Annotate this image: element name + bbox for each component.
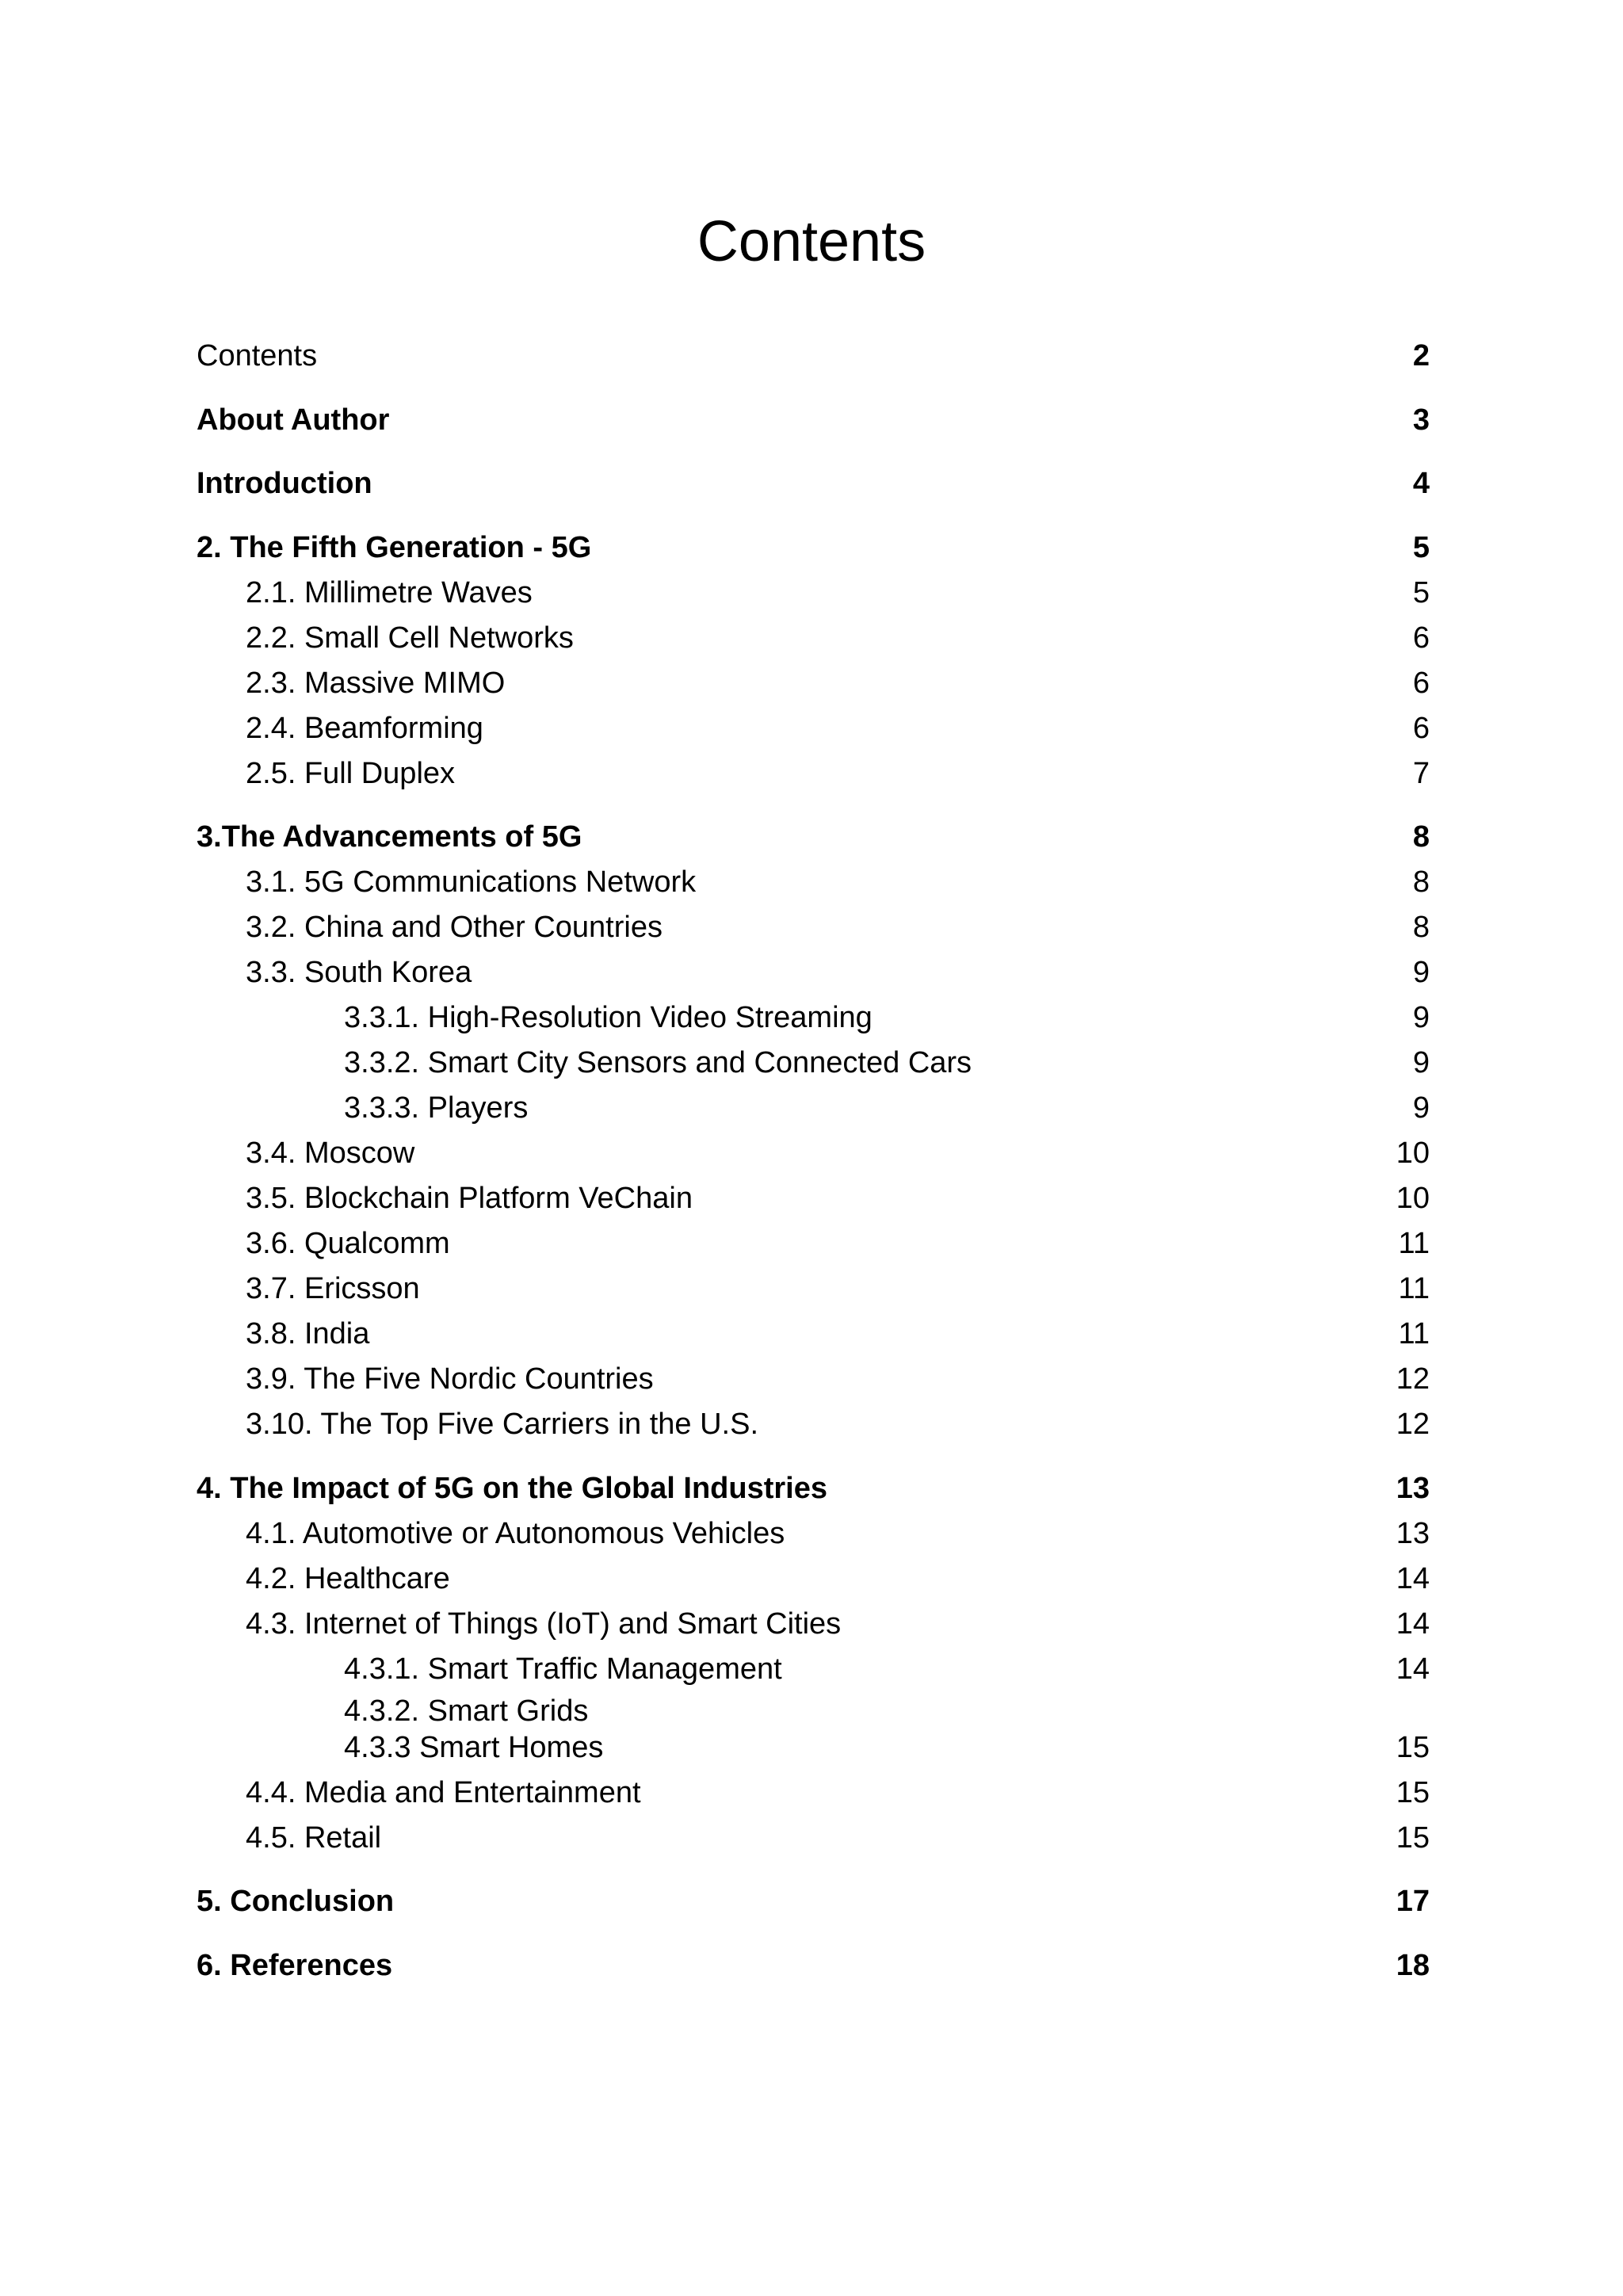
toc-entry-label: Contents: [197, 339, 318, 372]
toc-entry-label: 3.The Advancements of 5G: [197, 820, 582, 854]
toc-entry-about-author[interactable]: [197, 398, 1430, 442]
toc-entry-label: 3.8. India: [246, 1317, 370, 1350]
toc-entry-section-4[interactable]: [197, 1466, 1430, 1511]
toc-entry-label: 4.3.3 Smart Homes: [344, 1731, 604, 1764]
toc-entry-3-3-1[interactable]: [197, 995, 1430, 1040]
toc-entry-2-1[interactable]: [197, 571, 1430, 615]
toc-entry-page: 11: [1398, 1227, 1430, 1260]
toc-entry-label: 3.5. Blockchain Platform VeChain: [246, 1182, 693, 1215]
toc-entry-label: 2.3. Massive MIMO: [246, 667, 506, 700]
toc-entry-label: Introduction: [197, 467, 372, 500]
toc-entry-page: 12: [1396, 1362, 1430, 1396]
page-title: Contents: [697, 210, 926, 273]
toc-entry-page: 4: [1412, 467, 1430, 500]
toc-entry-page: 6: [1412, 667, 1430, 700]
toc-entry-4-1[interactable]: [197, 1511, 1430, 1556]
toc-entry-page: 2: [1412, 339, 1430, 372]
toc-entry-label: 4.4. Media and Entertainment: [246, 1776, 641, 1809]
toc-entry-page: 15: [1396, 1821, 1430, 1855]
toc-entry-label: 4.3.1. Smart Traffic Management: [344, 1652, 782, 1686]
toc-entry-introduction[interactable]: [197, 461, 1430, 506]
toc-entry-label: 3.3.3. Players: [344, 1091, 529, 1125]
toc-entry-label: 4.1. Automotive or Autonomous Vehicles: [246, 1517, 785, 1550]
toc-entry-label: 2. The Fifth Generation - 5G: [197, 531, 592, 564]
toc-entry-2-5[interactable]: [197, 751, 1430, 796]
toc-entry-page: 5: [1412, 531, 1430, 564]
toc-entry-3-1[interactable]: [197, 860, 1430, 904]
toc-entry-2-3[interactable]: [197, 661, 1430, 705]
toc-entry-page: 10: [1396, 1182, 1430, 1215]
toc-entry-page: 11: [1398, 1272, 1430, 1305]
toc-entry-page: 13: [1396, 1472, 1430, 1505]
toc-entry-label: 3.2. China and Other Countries: [246, 911, 663, 944]
toc-entry-page: 8: [1412, 820, 1430, 854]
toc-entry-page: 5: [1412, 576, 1430, 609]
toc-entry-label: 2.5. Full Duplex: [246, 757, 456, 790]
toc-entry-4-3[interactable]: [197, 1602, 1430, 1646]
toc-entry-label: 3.4. Moscow: [246, 1137, 415, 1170]
toc-entry-page: 15: [1396, 1731, 1430, 1764]
toc-entry-page: 6: [1412, 621, 1430, 655]
toc-entry-label: 3.3.2. Smart City Sensors and Connected Cars: [344, 1046, 972, 1079]
toc-entry-page: 14: [1396, 1607, 1430, 1641]
toc-entry-4-4[interactable]: [197, 1771, 1430, 1815]
toc-entry-3-4[interactable]: [197, 1131, 1430, 1175]
toc-entry-3-2[interactable]: [197, 905, 1430, 949]
toc-entry-page: 9: [1412, 1046, 1430, 1079]
toc-entry-label: 3.1. 5G Communications Network: [246, 865, 697, 899]
toc-entry-label: 3.7. Ericsson: [246, 1272, 420, 1305]
toc-entry-3-5[interactable]: [197, 1176, 1430, 1221]
toc-entry-label: 2.1. Millimetre Waves: [246, 576, 533, 609]
toc-entry-contents[interactable]: [197, 334, 1430, 378]
toc-entry-4-3-3[interactable]: [197, 1725, 1430, 1770]
toc-entry-page: 9: [1412, 1001, 1430, 1034]
toc-entry-page: 8: [1412, 911, 1430, 944]
toc-entry-2-4[interactable]: [197, 706, 1430, 751]
toc-entry-page: 8: [1412, 865, 1430, 899]
toc-entry-3-3-2[interactable]: [197, 1041, 1430, 1085]
toc-entry-label: 4.5. Retail: [246, 1821, 382, 1855]
toc-entry-page: 6: [1412, 712, 1430, 745]
toc-entry-section-5[interactable]: [197, 1879, 1430, 1924]
toc-entry-page: 15: [1396, 1776, 1430, 1809]
toc-entry-2-2[interactable]: [197, 616, 1430, 660]
toc-entry-section-6[interactable]: [197, 1943, 1430, 1988]
toc-entry-page: 11: [1398, 1317, 1430, 1350]
toc-entry-page: 14: [1396, 1652, 1430, 1686]
toc-entry-label: 3.6. Qualcomm: [246, 1227, 450, 1260]
toc-entry-label: 3.9. The Five Nordic Countries: [246, 1362, 654, 1396]
toc-entry-page: 9: [1412, 956, 1430, 989]
toc-entry-4-3-1[interactable]: [197, 1647, 1430, 1691]
toc-entry-page: 7: [1412, 757, 1430, 790]
toc-entry-label: 4. The Impact of 5G on the Global Industries: [197, 1472, 827, 1505]
toc-entry-label: 5. Conclusion: [197, 1885, 395, 1918]
toc-entry-label: 3.3.1. High-Resolution Video Streaming: [344, 1001, 873, 1034]
toc-entry-page: 9: [1412, 1091, 1430, 1125]
toc-entry-page: 17: [1396, 1885, 1430, 1918]
toc-entry-label: 3.3. South Korea: [246, 956, 472, 989]
toc-entry-section-2[interactable]: [197, 525, 1430, 570]
toc-entry-3-3-3[interactable]: [197, 1086, 1430, 1130]
toc-entry-3-9[interactable]: [197, 1357, 1430, 1401]
toc-entry-label: 6. References: [197, 1949, 393, 1982]
toc-entry-3-10[interactable]: [197, 1402, 1430, 1446]
toc-entry-page: 3: [1412, 403, 1430, 437]
toc-entry-label: 4.3.2. Smart Grids: [344, 1694, 589, 1728]
toc-entry-3-7[interactable]: [197, 1266, 1430, 1311]
toc-entry-label: 2.2. Small Cell Networks: [246, 621, 574, 655]
toc-entry-4-5[interactable]: [197, 1816, 1430, 1860]
toc-entry-section-3[interactable]: [197, 815, 1430, 859]
toc-entry-4-2[interactable]: [197, 1557, 1430, 1601]
toc-entry-page: 10: [1396, 1137, 1430, 1170]
toc-entry-page: 13: [1396, 1517, 1430, 1550]
toc-entry-label: About Author: [197, 403, 390, 437]
toc-entry-3-6[interactable]: [197, 1221, 1430, 1266]
toc-entry-label: 4.2. Healthcare: [246, 1562, 450, 1595]
toc-entry-label: 4.3. Internet of Things (IoT) and Smart Cities: [246, 1607, 842, 1641]
toc-entry-page: 14: [1396, 1562, 1430, 1595]
toc-entry-label: 3.10. The Top Five Carriers in the U.S.: [246, 1408, 759, 1441]
toc-entry-3-3[interactable]: [197, 950, 1430, 995]
toc-entry-page: 18: [1396, 1949, 1430, 1982]
toc-entry-page: 12: [1396, 1408, 1430, 1441]
toc-entry-3-8[interactable]: [197, 1312, 1430, 1356]
toc-entry-label: 2.4. Beamforming: [246, 712, 483, 745]
